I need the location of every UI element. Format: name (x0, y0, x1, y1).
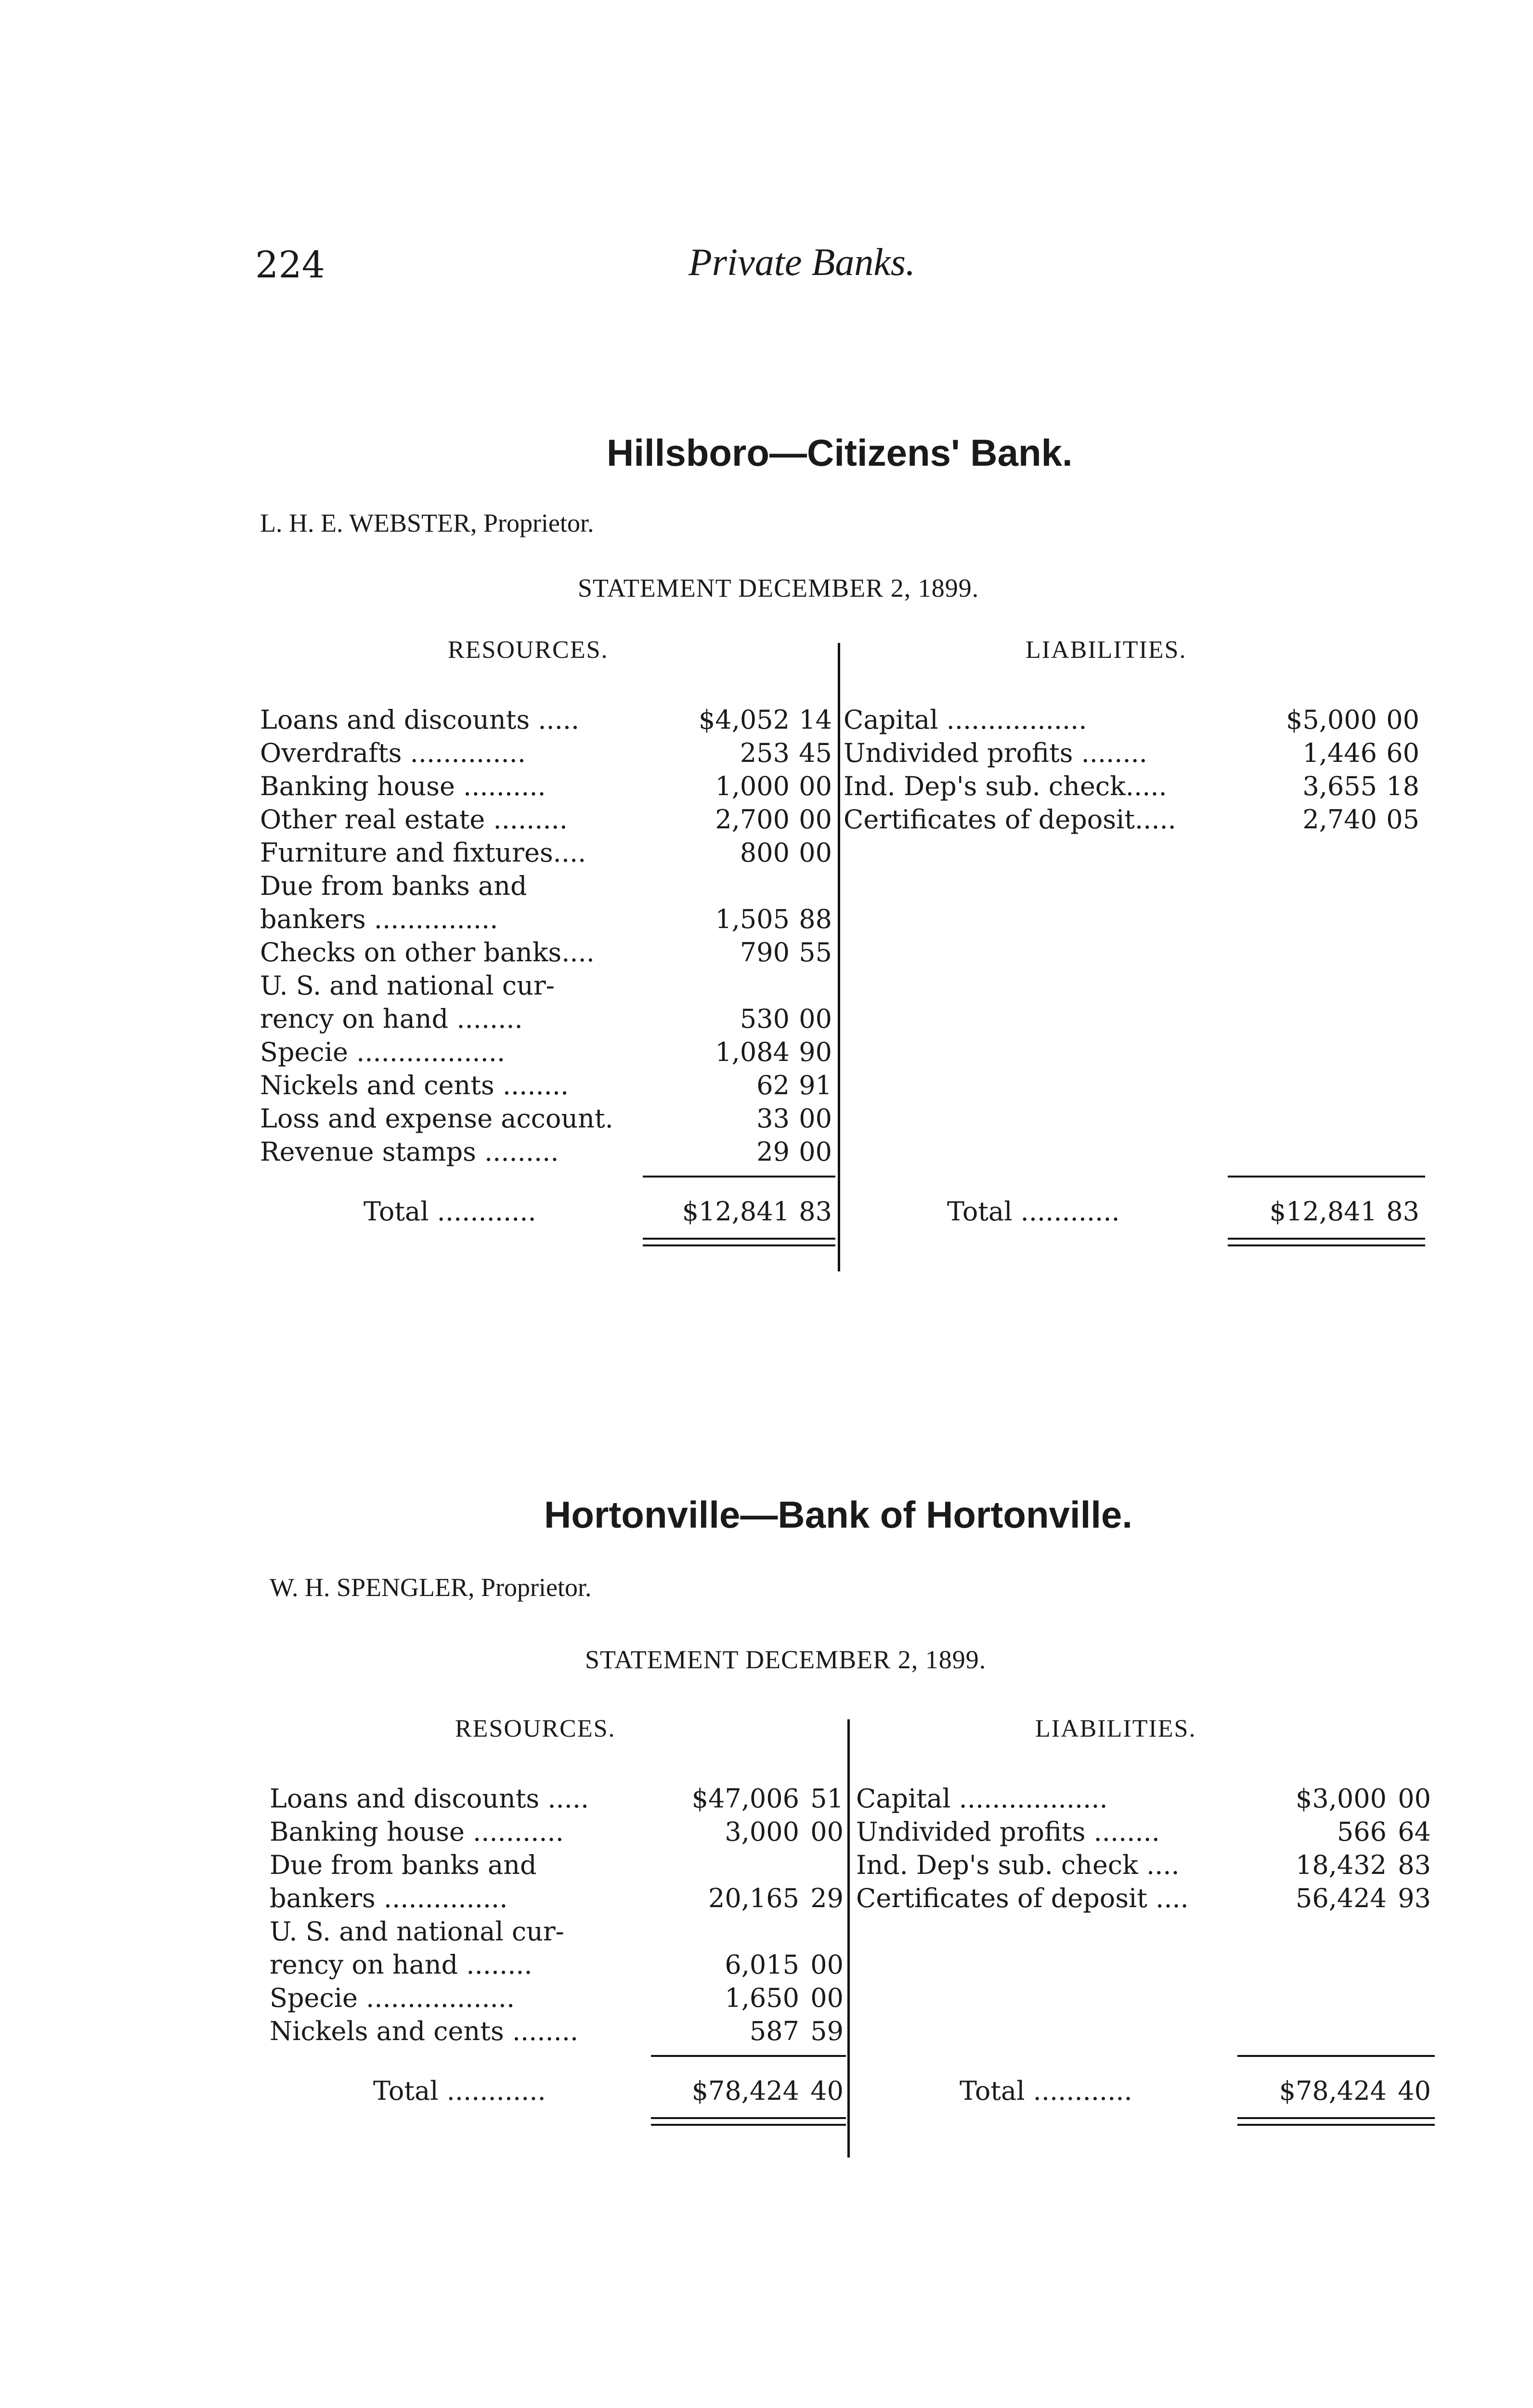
resource-row (260, 836, 832, 869)
proprietor-line: L. H. E. WEBSTER, Proprietor. (260, 509, 594, 537)
row-cents: 40 (1398, 2076, 1431, 2106)
row-cents: 00 (799, 838, 832, 868)
row-dollars: 566 (1337, 1817, 1387, 1847)
row-label: U. S. and national cur- (270, 1916, 564, 1947)
row-dollars: 1,446 (1302, 738, 1377, 768)
resource-row (270, 1782, 844, 1815)
resource-row (260, 1002, 832, 1035)
row-cents: 00 (799, 771, 832, 801)
row-dollars: $78,424 (691, 2076, 799, 2106)
row-cents: 00 (799, 804, 832, 835)
row-label: Undivided profits ........ (856, 1817, 1160, 1847)
row-dollars: 56,424 (1296, 1883, 1387, 1913)
row-label: Total ............ (947, 1196, 1120, 1227)
liability-row (844, 736, 1419, 770)
proprietor-line: W. H. SPENGLER, Proprietor. (270, 1573, 592, 1602)
row-cents: 45 (799, 738, 832, 768)
row-label: U. S. and national cur- (260, 970, 555, 1001)
liabilities-sum-rule (1237, 2055, 1435, 2057)
resources-double-rule-b (651, 2124, 846, 2126)
row-label: Total ............ (373, 2076, 546, 2106)
resource-row (270, 1848, 844, 1882)
statement-date: STATEMENT DECEMBER 2, 1899. (585, 1645, 987, 1674)
resource-row (260, 1069, 832, 1102)
row-label: Ind. Dep's sub. check..... (844, 771, 1167, 801)
row-dollars: 62 (756, 1070, 790, 1100)
row-cents: 18 (1386, 771, 1419, 801)
liabilities-double-rule-b (1228, 1244, 1425, 1246)
column-divider (838, 643, 840, 1271)
row-cents: 83 (799, 1196, 832, 1227)
row-label: Specie .................. (270, 1983, 515, 2013)
resources-double-rule-a (651, 2117, 846, 2119)
row-label: Certificates of deposit..... (844, 804, 1176, 835)
row-cents: 83 (1386, 1196, 1419, 1227)
row-cents: 00 (799, 1137, 832, 1167)
resource-row (260, 969, 832, 1002)
row-dollars: 790 (740, 937, 790, 968)
row-dollars: 33 (756, 1103, 790, 1134)
liability-row (856, 1815, 1431, 1848)
row-label: Due from banks and (260, 871, 527, 901)
resource-row (270, 1948, 844, 1981)
row-cents: 00 (1398, 1783, 1431, 1814)
liabilities-total-row (947, 1195, 1419, 1228)
row-cents: 29 (810, 1883, 844, 1913)
row-label: Nickels and cents ........ (270, 2016, 579, 2046)
row-cents: 00 (1386, 705, 1419, 735)
row-dollars: $4,052 (699, 705, 790, 735)
row-label: Due from banks and (270, 1850, 537, 1880)
resource-row (270, 2015, 844, 2048)
row-dollars: 1,000 (715, 771, 790, 801)
row-dollars: 20,165 (708, 1883, 799, 1913)
row-label: Revenue stamps ......... (260, 1137, 559, 1167)
row-dollars: 18,432 (1296, 1850, 1387, 1880)
liabilities-double-rule-a (1228, 1238, 1425, 1240)
row-cents: 55 (799, 937, 832, 968)
resources-heading: RESOURCES. (455, 1715, 616, 1742)
resources-heading: RESOURCES. (448, 636, 609, 664)
liability-row (856, 1782, 1431, 1815)
liability-row (844, 703, 1419, 736)
resource-row (260, 803, 832, 836)
liabilities-sum-rule (1228, 1176, 1425, 1178)
row-label: Total ............ (960, 2076, 1132, 2106)
row-label: Other real estate ......... (260, 804, 568, 835)
row-cents: 91 (799, 1070, 832, 1100)
resource-row (260, 869, 832, 903)
liability-row (844, 770, 1419, 803)
row-dollars: $47,006 (691, 1783, 799, 1814)
row-dollars: 253 (740, 738, 790, 768)
row-dollars: 587 (749, 2016, 799, 2046)
row-dollars: 1,084 (715, 1037, 790, 1067)
row-cents: 59 (810, 2016, 844, 2046)
row-label: Loss and expense account. (260, 1103, 613, 1134)
bank-title: Hillsboro—Citizens' Bank. (607, 432, 1073, 474)
row-cents: 00 (810, 1983, 844, 2013)
resource-row (260, 736, 832, 770)
row-dollars: 1,650 (725, 1983, 799, 2013)
row-cents: 00 (810, 1817, 844, 1847)
liabilities-heading: LIABILITIES. (1026, 636, 1187, 664)
row-dollars: 29 (756, 1137, 790, 1167)
row-dollars: 6,015 (725, 1950, 799, 1980)
page-number: 224 (255, 243, 325, 286)
row-label: bankers ............... (270, 1883, 508, 1913)
row-cents: 93 (1398, 1883, 1431, 1913)
resource-row (270, 1981, 844, 2015)
liabilities-heading: LIABILITIES. (1035, 1715, 1196, 1742)
running-head: Private Banks. (689, 241, 915, 284)
row-cents: 60 (1386, 738, 1419, 768)
resource-row (270, 1882, 844, 1915)
resources-total-row (364, 1195, 832, 1228)
row-label: Furniture and fixtures.... (260, 838, 586, 868)
resource-row (260, 1135, 832, 1168)
resources-double-rule-b (643, 1244, 835, 1246)
row-dollars: 2,740 (1302, 804, 1377, 835)
row-cents: 40 (810, 2076, 844, 2106)
bank-title: Hortonville—Bank of Hortonville. (544, 1493, 1133, 1536)
liabilities-double-rule-b (1237, 2124, 1435, 2126)
row-cents: 00 (799, 1103, 832, 1134)
row-dollars: 1,505 (715, 904, 790, 934)
row-dollars: 530 (740, 1004, 790, 1034)
statement-date: STATEMENT DECEMBER 2, 1899. (578, 574, 979, 602)
resource-row (260, 703, 832, 736)
row-cents: 90 (799, 1037, 832, 1067)
row-label: Loans and discounts ..... (270, 1783, 589, 1814)
resource-row (270, 1915, 844, 1948)
row-label: rency on hand ........ (260, 1004, 523, 1034)
row-cents: 64 (1398, 1817, 1431, 1847)
row-dollars: 800 (740, 838, 790, 868)
row-dollars: $12,841 (682, 1196, 790, 1227)
column-divider (847, 1719, 850, 2158)
resource-row (260, 770, 832, 803)
row-label: Ind. Dep's sub. check .... (856, 1850, 1180, 1880)
row-label: bankers ............... (260, 904, 498, 934)
row-cents: 51 (810, 1783, 844, 1814)
liabilities-double-rule-a (1237, 2117, 1435, 2119)
row-cents: 83 (1398, 1850, 1431, 1880)
liability-row (844, 803, 1419, 836)
resources-sum-rule (651, 2055, 846, 2057)
row-label: rency on hand ........ (270, 1950, 533, 1980)
row-label: Certificates of deposit .... (856, 1883, 1189, 1913)
row-cents: 14 (799, 705, 832, 735)
row-cents: 00 (799, 1004, 832, 1034)
liability-row (856, 1848, 1431, 1882)
row-dollars: 3,655 (1302, 771, 1377, 801)
row-cents: 05 (1386, 804, 1419, 835)
row-label: Undivided profits ........ (844, 738, 1147, 768)
row-label: Capital ................. (844, 705, 1087, 735)
row-dollars: $78,424 (1279, 2076, 1387, 2106)
row-label: Capital .................. (856, 1783, 1108, 1814)
resource-row (270, 1815, 844, 1848)
resource-row (260, 1035, 832, 1069)
row-label: Banking house ........... (270, 1817, 564, 1847)
row-dollars: $3,000 (1296, 1783, 1387, 1814)
resource-row (260, 936, 832, 969)
resources-sum-rule (643, 1176, 835, 1178)
row-label: Specie .................. (260, 1037, 506, 1067)
row-cents: 00 (810, 1950, 844, 1980)
resource-row (260, 903, 832, 936)
resources-total-row (373, 2074, 844, 2107)
row-label: Nickels and cents ........ (260, 1070, 569, 1100)
resources-double-rule-a (643, 1238, 835, 1240)
row-label: Banking house .......... (260, 771, 546, 801)
row-dollars: $5,000 (1286, 705, 1377, 735)
row-dollars: 2,700 (715, 804, 790, 835)
liability-row (856, 1882, 1431, 1915)
resource-row (260, 1102, 832, 1135)
row-label: Loans and discounts ..... (260, 705, 580, 735)
liabilities-total-row (960, 2074, 1431, 2107)
row-dollars: 3,000 (725, 1817, 799, 1847)
row-cents: 88 (799, 904, 832, 934)
row-label: Overdrafts .............. (260, 738, 526, 768)
row-dollars: $12,841 (1269, 1196, 1377, 1227)
row-label: Total ............ (364, 1196, 536, 1227)
row-label: Checks on other banks.... (260, 937, 595, 968)
